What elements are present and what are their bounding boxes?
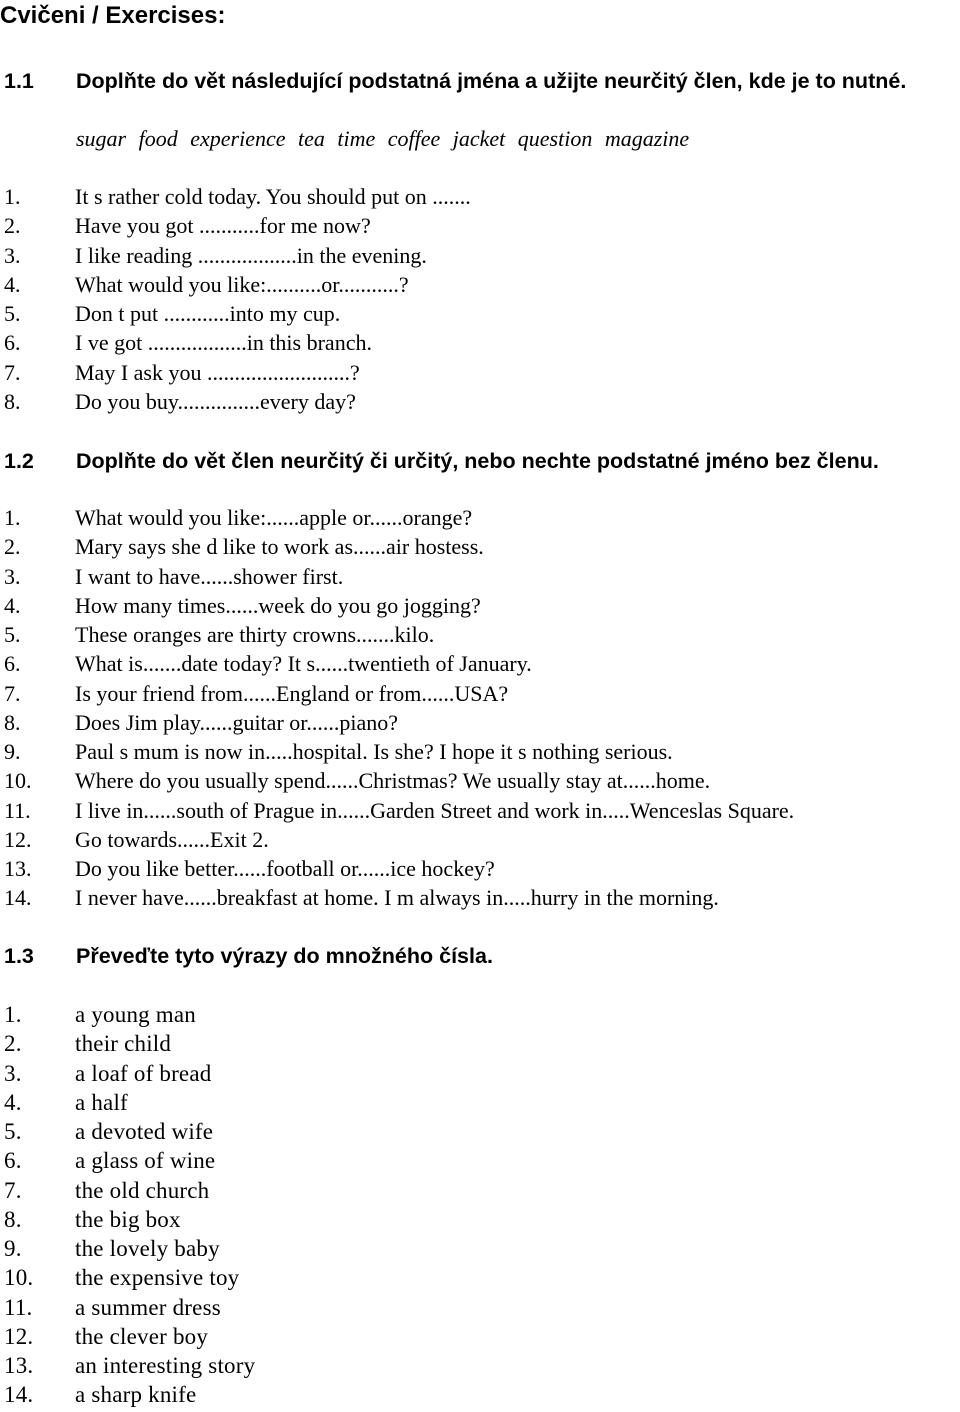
item-number: 10. xyxy=(4,768,32,794)
item-number: 7. xyxy=(4,680,21,706)
item-number: 5. xyxy=(4,1119,22,1144)
item-text: These oranges are thirty crowns.......kilo. xyxy=(75,622,435,647)
item-text: their child xyxy=(75,1031,172,1057)
item-number: 12. xyxy=(4,1323,34,1349)
item-number: 5. xyxy=(4,301,21,326)
item-number: 7. xyxy=(4,1177,22,1203)
item-text: I ve got ..................in this branch. xyxy=(75,330,372,356)
item-text: Go towards......Exit 2. xyxy=(75,826,269,852)
item-number: 8. xyxy=(4,1206,22,1232)
item-text: Where do you usually spend......Christmas? We usually stay at......home. xyxy=(75,768,711,794)
item-text: I like reading ..................in the evening. xyxy=(75,242,427,268)
item-text: a loaf of bread xyxy=(75,1060,212,1086)
item-number: 3. xyxy=(4,1060,22,1086)
item-text: What would you like:..........or...........? xyxy=(75,271,409,297)
item-number: 4. xyxy=(4,592,21,618)
item-text: Mary says she d like to work as......air hostess. xyxy=(75,534,484,560)
item-number: 1. xyxy=(4,184,21,209)
item-text: the old church xyxy=(75,1177,210,1203)
item-text: I never have......breakfast at home. I m always in.....hurry in the morning. xyxy=(75,885,719,911)
item-number: 4. xyxy=(4,1089,22,1115)
item-text: What is.......date today? It s......twentieth of January. xyxy=(75,651,532,677)
section-instruction: Doplňte do vět následující podstatná jména a užijte neurčitý člen, kde je to nutné. xyxy=(76,69,907,93)
item-number: 1. xyxy=(4,1002,22,1027)
item-number: 2. xyxy=(4,213,21,239)
item-number: 10. xyxy=(4,1265,34,1291)
item-text: the big box xyxy=(75,1206,181,1232)
item-number: 6. xyxy=(4,330,21,356)
item-text: Do you like better......football or......ice hockey? xyxy=(75,856,495,881)
item-number: 13. xyxy=(4,1353,34,1378)
section-instruction: Převeďte tyto výrazy do množného čísla. xyxy=(76,944,493,968)
item-number: 6. xyxy=(4,1148,22,1174)
item-text: How many times......week do you go jogging? xyxy=(75,592,481,618)
item-number: 11. xyxy=(4,797,31,823)
item-number: 2. xyxy=(4,1031,22,1057)
item-number: 5. xyxy=(4,622,21,647)
item-text: a summer dress xyxy=(75,1294,221,1320)
item-text: the clever boy xyxy=(75,1323,209,1349)
item-text: a devoted wife xyxy=(75,1119,214,1144)
item-text: Don t put ............into my cup. xyxy=(75,301,341,326)
item-text: Paul s mum is now in.....hospital. Is she? I hope it s nothing serious. xyxy=(75,739,673,764)
item-number: 13. xyxy=(4,856,32,881)
item-number: 11. xyxy=(4,1294,33,1320)
item-number: 4. xyxy=(4,271,21,297)
item-text: an interesting story xyxy=(75,1353,256,1378)
item-text: Do you buy...............every day? xyxy=(75,388,356,414)
section-number: 1.1 xyxy=(4,69,34,93)
item-number: 6. xyxy=(4,651,21,677)
item-text: May I ask you ..........................? xyxy=(75,359,360,385)
item-number: 14. xyxy=(4,885,32,911)
item-number: 2. xyxy=(4,534,21,560)
item-text: the expensive toy xyxy=(75,1265,240,1291)
item-text: a sharp knife xyxy=(75,1382,197,1408)
item-number: 1. xyxy=(4,505,21,530)
item-number: 14. xyxy=(4,1382,34,1408)
item-number: 3. xyxy=(4,563,21,589)
item-text: What would you like:......apple or......orange? xyxy=(75,505,473,530)
item-text: I live in......south of Prague in......Garden Street and work in.....Wenceslas Square. xyxy=(75,797,795,823)
item-text: the lovely baby xyxy=(75,1236,220,1261)
item-number: 12. xyxy=(4,826,32,852)
item-text: Is your friend from......England or from......USA? xyxy=(75,680,509,706)
item-number: 7. xyxy=(4,359,21,385)
item-text: I want to have......shower first. xyxy=(75,563,344,589)
item-number: 3. xyxy=(4,242,21,268)
section-instruction: Doplňte do vět člen neurčitý či určitý, nebo nechte podstatné jméno bez členu. xyxy=(76,449,879,473)
item-number: 8. xyxy=(4,709,21,735)
item-text: a young man xyxy=(75,1002,197,1027)
item-text: It s rather cold today. You should put on ....... xyxy=(75,184,471,209)
item-text: a glass of wine xyxy=(75,1148,216,1174)
item-text: a half xyxy=(75,1089,128,1115)
word-bank: sugar food experience tea time coffee jacket question magazine xyxy=(76,126,690,151)
item-text: Does Jim play......guitar or......piano? xyxy=(75,709,399,735)
item-number: 9. xyxy=(4,1236,22,1261)
item-number: 8. xyxy=(4,388,21,414)
item-text: Have you got ...........for me now? xyxy=(75,213,371,239)
section-number: 1.2 xyxy=(4,449,34,473)
item-number: 9. xyxy=(4,739,21,764)
page-title: Cvičeni / Exercises: xyxy=(0,2,226,29)
section-number: 1.3 xyxy=(4,944,34,968)
